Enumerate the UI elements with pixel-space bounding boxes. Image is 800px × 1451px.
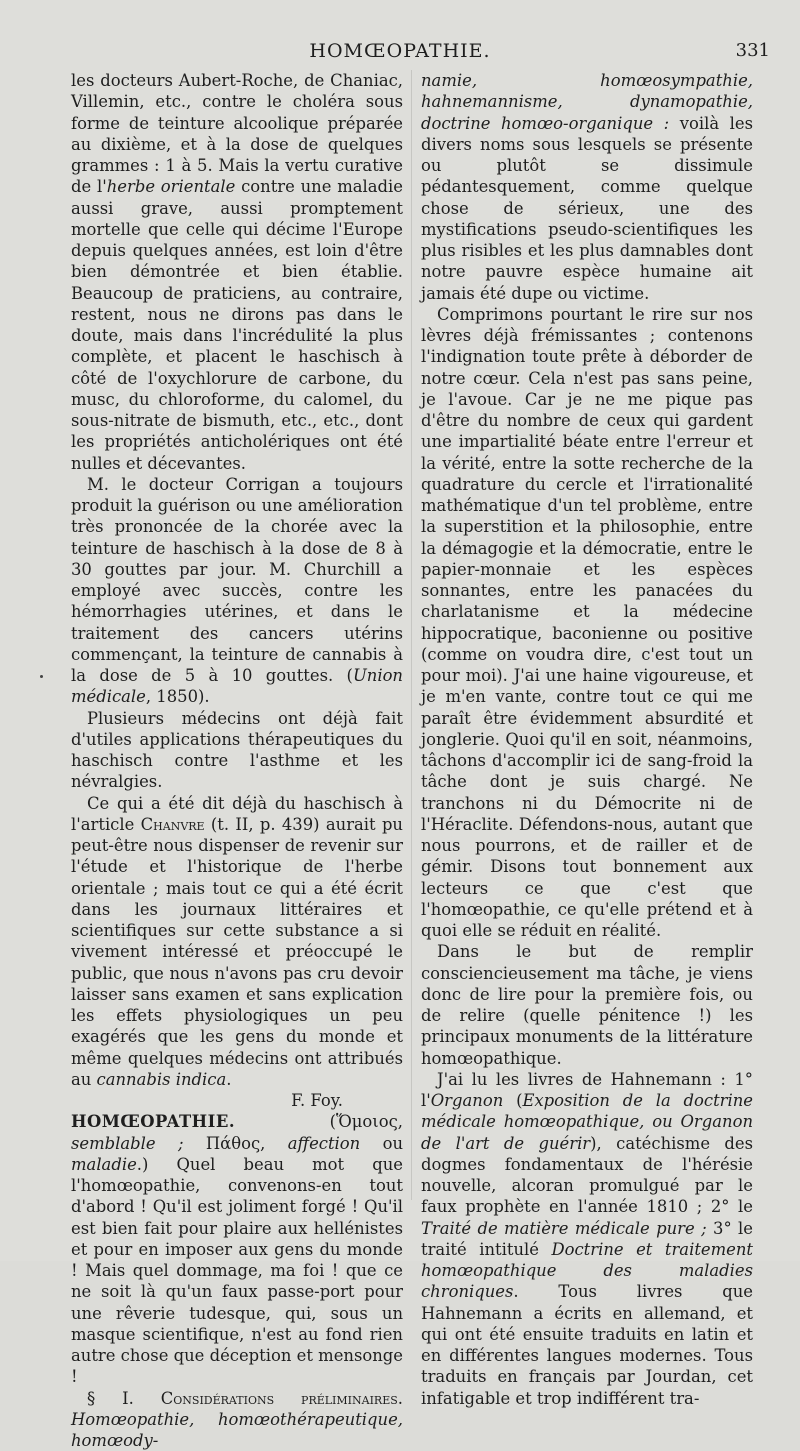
text-run: . Tous livres que Hahnemann a écrits en allemand, et qui ont été ensuite traduits en latin et en différentes langues modernes. Tous traduits en français par Jourdan, cet infatigable et trop indifférent tra- [421, 1282, 753, 1407]
paragraph-cholera [71, 70, 403, 474]
text-run: , [398, 1112, 403, 1131]
section-mark: § I. [87, 1389, 161, 1408]
italic-run: Traité de matière médicale pure ; [421, 1219, 707, 1238]
right-column [421, 70, 753, 1409]
entry-homoeopathie [71, 1111, 403, 1387]
text-run: les docteurs Aubert-Roche, de Chaniac, Villemin, etc., contre le choléra sous forme de teinture alcoolique préparée au dixième, et à la dose de quelques grammes : 1 à 5. Mais la vertu curative de l' [71, 71, 403, 196]
italic-run: herbe orientale [107, 177, 236, 196]
cross-reference: Chanvre [141, 815, 205, 834]
paragraph-but: Dans le but de remplir consciencieusement ma tâche, je viens donc de lire pour la première fois, ou de relire (quelle pénitence !) les principaux monuments de la littérature homœopathique. [421, 941, 753, 1069]
margin-mark [40, 675, 43, 678]
italic-run: Organon [431, 1091, 504, 1110]
text-run: , [260, 1134, 288, 1153]
italic-run: cannabis indica [97, 1070, 227, 1089]
italic-run: namie, homœosympathie, hahnemannisme, dynamopathie, doctrine homœo-organique : [421, 71, 753, 133]
paragraph-corrigan [71, 474, 403, 708]
text-run: (t. II, p. 439) aurait pu peut-être nous dispenser de revenir sur l'étude et l'historique de l'herbe orientale ; mais tout ce qui a été écrit dans les journaux littéraires et scientifiques sur cette substance a si vivement intéressé et préoccupé le public, que nous n'avons pas cru devoir laisser sans examen et sans explication les effets physiologiques un peu exagérés que les gens du monde et même quelques médecins ont attribués au [71, 815, 403, 1089]
text-run: M. le docteur Corrigan a toujours produit la guérison ou une amélioration très prononcée de la chorée avec la teinture de haschisch à la dose de 8 à 30 gouttes par jour. M. Churchill a employé avec succès, contre les hémorrhagies utérines, et dans le traitement des cancers utérins commençant, la teinture de cannabis à la dose de 5 à 10 gouttes. ( [71, 475, 403, 685]
paragraph-noms [421, 70, 753, 304]
paragraph-chanvre [71, 793, 403, 1091]
text-run: contre une maladie aussi grave, aussi promptement mortelle que celle qui décime l'Europe depuis quelques années, est loin d'être bien démontrée et bien établie. Beaucoup de praticiens, au contraire, restent, nous ne dirons pas dans le doute, mais dans l'incrédulité la plus complète, et placent le haschisch à côté de l'oxychlorure de carbone, du musc, du chloroforme, du calomel, du sous-nitrate de bismuth, etc., etc., dont les propriétés anticholériques ont été nulles et décevantes. [71, 177, 403, 472]
entry-headword: HOMŒOPATHIE. [71, 1112, 235, 1131]
text-run: Ce qui a été dit déjà du haschisch à l'article [71, 794, 403, 834]
italic-run: semblable ; [71, 1134, 183, 1153]
author-signature: F. Foy. [71, 1090, 403, 1111]
left-column [71, 70, 403, 1451]
paragraph-asthme: Plusieurs médecins ont déjà fait d'utiles applications thérapeutiques du haschisch contre l'asthme et les névralgies. [71, 708, 403, 793]
text-run: . [226, 1070, 231, 1089]
text-run: .) Quel beau mot que l'homœopathie, convenons-en tout d'abord ! Qu'il est joliment forgé ! Qu'il est bien fait pour plaire aux hellénistes et pour en imposer aux gens du monde ! Mais quel dommage, ma foi ! que ce ne soit là qu'un faux passe-port pour une rêverie tudesque, qui, sous un masque scientifique, n'est au fond rien autre chose que déception et mensonge ! [71, 1155, 403, 1387]
italic-run: affection [288, 1134, 361, 1153]
greek-word: Πάθος [206, 1134, 260, 1153]
text-run: voilà les divers noms sous lesquels se présente ou plutôt se dissimule pédantesquement, comme quelque chose de sérieux, une des mystifications pseudo-scientifiques les plus risibles et les plus damnables dont notre pauvre espèce humaine ait jamais été dupe ou victime. [421, 114, 753, 303]
text-run [183, 1134, 205, 1153]
italic-run: Doctrine et traitement homœopathique des maladies chroniques [421, 1240, 753, 1302]
paragraph-comprimons: Comprimons pourtant le rire sur nos lèvres déjà frémissantes ; contenons l'indignation toute prête à déborder de notre cœur. Cela n'est pas sans peine, je l'avoue. Car je ne me pique pas d'être du nombre de ceux qui gardent une impartialité béate entre l'erreur et la vérité, entre la sotte recherche de la quadrature du cercle et l'irrationalité mathématique d'un tel problème, entre la superstition et la philosophie, entre la démagogie et la démocratie, entre le papier-monnaie et les espèces sonnantes, entre les panacées du charlatanisme et la médecine hippocratique, baconienne ou positive (comme on voudra dire, c'est tout un pour moi). J'ai une haine vigoureuse, et je m'en vante, contre tout ce qui me paraît être évidemment absurdité et jonglerie. Quoi qu'il en soit, néanmoins, tâchons d'accomplir ici de sang-froid la tâche dont je suis chargé. Ne tranchons ni du Démocrite ni de l'Héraclite. Défendons-nous, autant que nous pourrons, et de railler et de gémir. Disons tout bonnement aux lecteurs ce que c'est que l'homœopathie, ce qu'elle prétend et à quoi elle se réduit en réalité. [421, 304, 753, 942]
italic-run: Homœopathie, homœothérapeutique, homœody- [71, 1410, 403, 1450]
italic-run: maladie [71, 1155, 137, 1174]
text-run: ), catéchisme des dogmes fondamentaux de l'hérésie nouvelle, alcoran promulgué par le faux prophète en l'année 1810 ; 2° le [421, 1134, 753, 1217]
greek-word: Ὅμοιος [336, 1112, 398, 1131]
text-run: ( [235, 1112, 336, 1131]
text-run: ( [503, 1091, 522, 1110]
text-run: , 1850). [146, 687, 210, 706]
running-title: HOMŒOPATHIE. [0, 40, 800, 62]
paragraph-livres-hahnemann [421, 1069, 753, 1409]
section-title: Considérations préliminaires. [161, 1389, 403, 1408]
text-run: ou [360, 1134, 403, 1153]
italic-run: Exposition de la doctrine médicale homœopathique, ou Organon de l'art de guérir [421, 1091, 753, 1153]
text-run: 3° le traité intitulé [421, 1219, 753, 1259]
running-header [0, 40, 800, 66]
italic-run: Union médicale [71, 666, 403, 706]
section-heading-paragraph [71, 1388, 403, 1451]
text-run: J'ai lu les livres de Hahnemann : 1° l' [421, 1070, 753, 1110]
page-number: 331 [736, 40, 770, 61]
column-divider [411, 70, 412, 1200]
